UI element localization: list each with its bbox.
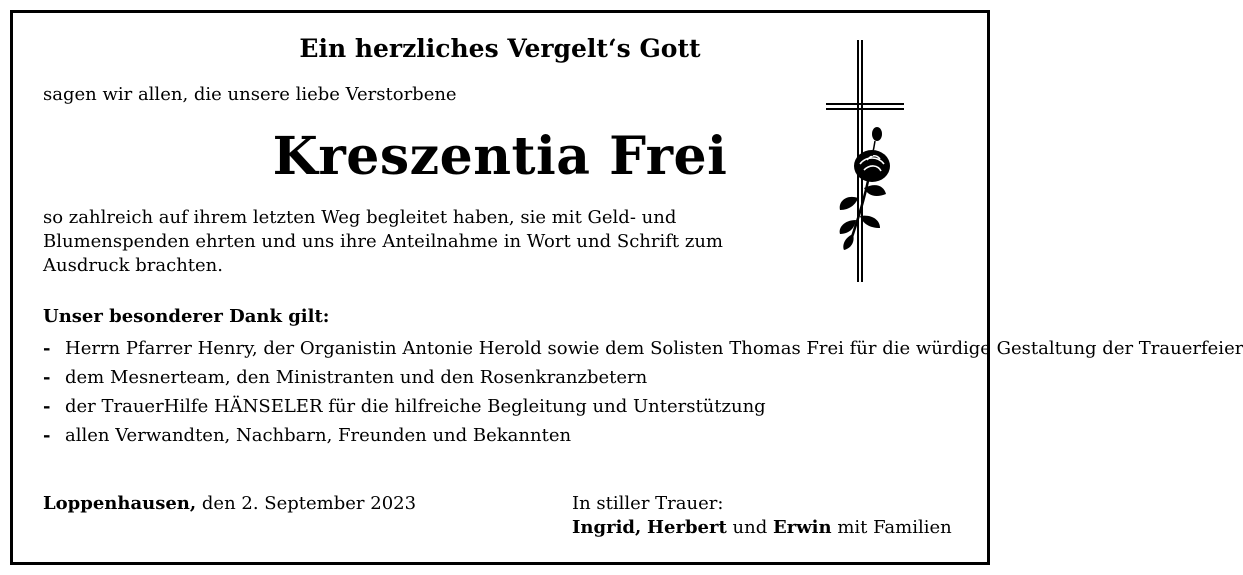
signature-connector: und [732, 517, 768, 538]
list-item [43, 395, 973, 419]
bullet-dash: - [43, 396, 51, 417]
thanks-paragraph: so zahlreich auf ihrem letzten Weg begleitet haben, sie mit Geld- und Blumenspenden ehrten und uns ihre Anteilnahme in Wort und Schrift zum Ausdruck brachten. [43, 207, 723, 276]
list-item [43, 337, 1243, 361]
thanks-heading: Unser besonderer Dank gilt: [43, 306, 330, 327]
bullet-dash: - [43, 367, 51, 388]
signer-name: Erwin [772, 517, 832, 538]
cross-with-rose-icon [820, 38, 910, 288]
thanks-list [43, 337, 1243, 453]
list-item [43, 366, 973, 390]
signature-intro: In stiller Trauer: [572, 493, 724, 514]
place: Loppenhausen, [43, 493, 197, 514]
signature-suffix: mit Familien [837, 517, 952, 538]
bullet-dash: - [43, 425, 51, 446]
signature-names [572, 517, 952, 538]
signer-name: Herbert [647, 517, 727, 538]
list-item-text: dem Mesnerteam, den Ministranten und den Rosenkranzbetern [65, 367, 648, 388]
list-item-text: Herrn Pfarrer Henry, der Organistin Antonie Herold sowie dem Solisten Thomas Frei für die würdige Gestaltung der Trauerfeier [65, 338, 1243, 359]
bullet-dash: - [43, 338, 51, 359]
list-item-text: allen Verwandten, Nachbarn, Freunden und Bekannten [65, 425, 572, 446]
deceased-name: Kreszentia Frei [272, 126, 728, 187]
place-date [43, 493, 416, 514]
intro-text: sagen wir allen, die unsere liebe Verstorbene [43, 84, 457, 105]
list-item [43, 424, 973, 448]
date: den 2. September 2023 [201, 493, 417, 514]
heading: Ein herzliches Vergelt‘s Gott [299, 34, 701, 63]
list-item-text: der TrauerHilfe HÄNSELER für die hilfreiche Begleitung und Unterstützung [65, 396, 766, 417]
signer-name: Ingrid, [572, 517, 642, 538]
